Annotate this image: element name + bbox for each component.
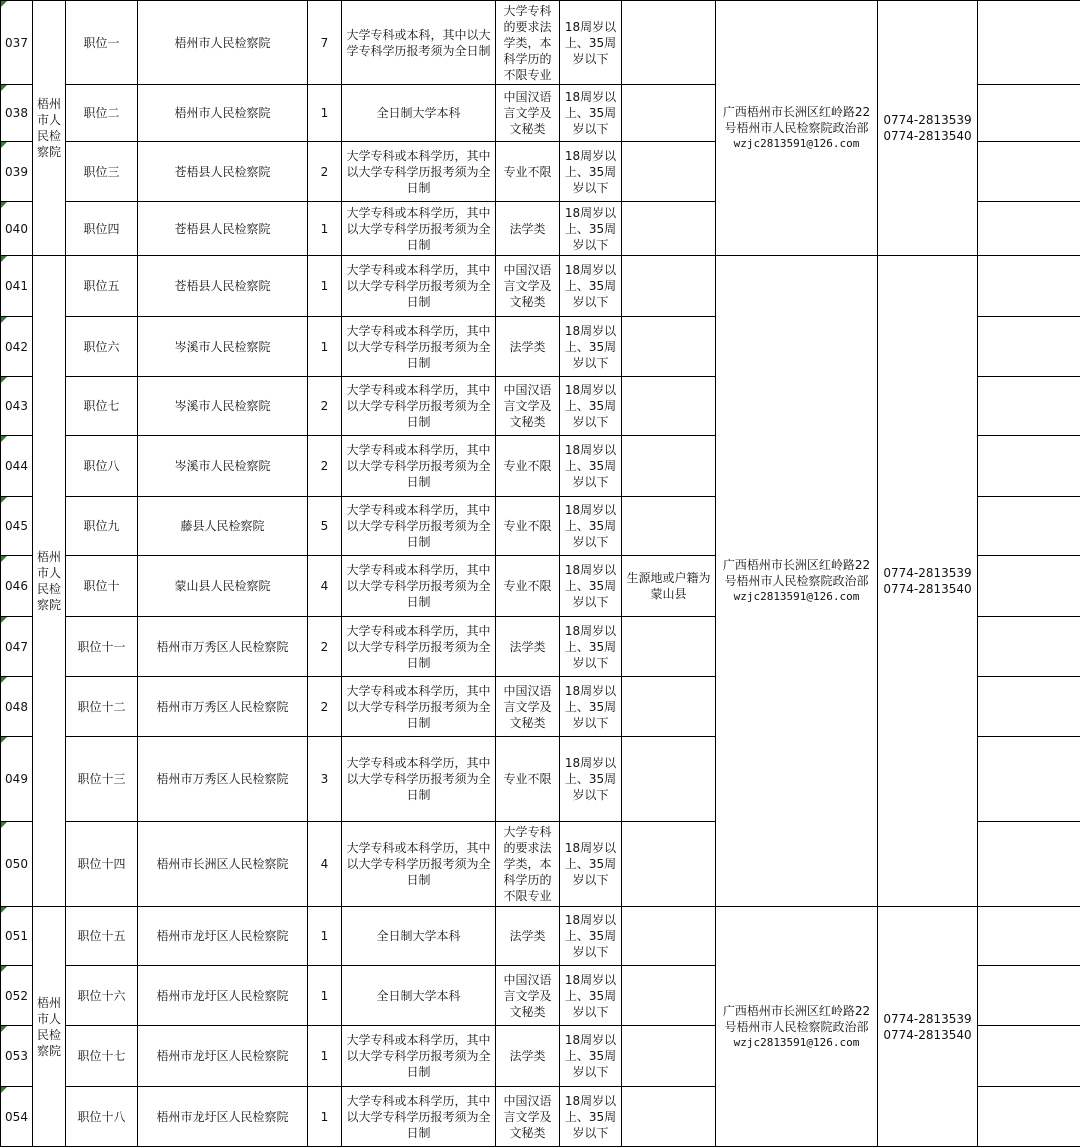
contact-phone-cell — [878, 256, 978, 907]
education-cell: 大学专科或本科学历，其中以大学专科学历报考须为全日制 — [342, 142, 496, 202]
major-cell: 法学类 — [496, 617, 560, 677]
education-cell: 大学专科或本科学历，其中以大学专科学历报考须为全日制 — [342, 202, 496, 256]
age-cell: 18周岁以上、35周岁以下 — [560, 1026, 622, 1087]
position-cell: 职位十二 — [66, 677, 138, 737]
other-cell — [622, 677, 716, 737]
org-cell: 苍梧县人民检察院 — [138, 202, 308, 256]
position-cell: 职位十八 — [66, 1087, 138, 1147]
count-cell: 1 — [308, 317, 342, 377]
education-cell: 大学专科或本科学历，其中以大学专科学历报考须为全日制 — [342, 556, 496, 617]
org-cell: 梧州市龙圩区人民检察院 — [138, 966, 308, 1026]
position-cell: 职位十一 — [66, 617, 138, 677]
remarks-cell — [978, 556, 1080, 617]
serial-cell: 050 — [1, 822, 33, 907]
serial-cell: 052 — [1, 966, 33, 1026]
org-cell: 梧州市万秀区人民检察院 — [138, 677, 308, 737]
age-cell: 18周岁以上、35周岁以下 — [560, 617, 622, 677]
count-cell: 4 — [308, 822, 342, 907]
education-cell: 大学专科或本科学历，其中以大学专科学历报考须为全日制 — [342, 256, 496, 317]
phone-1: 0774-2813539 — [880, 565, 975, 581]
remarks-cell — [978, 737, 1080, 822]
remarks-cell — [978, 377, 1080, 436]
table-row — [1, 1, 1080, 85]
phone-2: 0774-2813540 — [880, 1027, 975, 1043]
age-cell: 18周岁以上、35周岁以下 — [560, 377, 622, 436]
position-cell: 职位八 — [66, 436, 138, 497]
serial-cell: 039 — [1, 142, 33, 202]
serial-cell: 042 — [1, 317, 33, 377]
count-cell: 5 — [308, 497, 342, 556]
remarks-cell — [978, 256, 1080, 317]
serial-cell: 040 — [1, 202, 33, 256]
count-cell: 2 — [308, 377, 342, 436]
address-text: 广西梧州市长洲区红岭路22号梧州市人民检察院政治部 — [718, 557, 875, 589]
education-cell: 全日制大学本科 — [342, 85, 496, 142]
age-cell: 18周岁以上、35周岁以下 — [560, 256, 622, 317]
count-cell: 2 — [308, 142, 342, 202]
org-cell: 梧州市万秀区人民检察院 — [138, 617, 308, 677]
remarks-cell — [978, 1026, 1080, 1087]
other-cell — [622, 617, 716, 677]
age-cell: 18周岁以上、35周岁以下 — [560, 556, 622, 617]
group-unit-cell: 梧州市人民检察院 — [33, 907, 66, 1147]
count-cell: 2 — [308, 677, 342, 737]
count-cell: 1 — [308, 966, 342, 1026]
position-cell: 职位四 — [66, 202, 138, 256]
serial-cell: 045 — [1, 497, 33, 556]
serial-cell: 044 — [1, 436, 33, 497]
remarks-cell — [978, 317, 1080, 377]
count-cell: 4 — [308, 556, 342, 617]
remarks-cell — [978, 1, 1080, 85]
count-cell: 1 — [308, 256, 342, 317]
education-cell: 大学专科或本科学历，其中以大学专科学历报考须为全日制 — [342, 1026, 496, 1087]
other-cell — [622, 85, 716, 142]
org-cell: 苍梧县人民检察院 — [138, 142, 308, 202]
count-cell: 2 — [308, 436, 342, 497]
remarks-cell — [978, 436, 1080, 497]
other-cell — [622, 822, 716, 907]
count-cell: 1 — [308, 202, 342, 256]
major-cell: 专业不限 — [496, 497, 560, 556]
education-cell: 大学专科或本科学历，其中以大学专科学历报考须为全日制 — [342, 377, 496, 436]
org-cell: 梧州市龙圩区人民检察院 — [138, 1026, 308, 1087]
other-cell — [622, 497, 716, 556]
other-cell — [622, 1026, 716, 1087]
org-cell: 梧州市长洲区人民检察院 — [138, 822, 308, 907]
serial-cell: 054 — [1, 1087, 33, 1147]
remarks-cell — [978, 617, 1080, 677]
major-cell: 中国汉语言文学及文秘类 — [496, 1087, 560, 1147]
major-cell: 大学专科的要求法学类，本科学历的不限专业 — [496, 1, 560, 85]
other-cell — [622, 1, 716, 85]
major-cell: 法学类 — [496, 202, 560, 256]
education-cell: 大学专科或本科学历，其中以大学专科学历报考须为全日制 — [342, 737, 496, 822]
major-cell: 大学专科的要求法学类，本科学历的不限专业 — [496, 822, 560, 907]
remarks-cell — [978, 966, 1080, 1026]
contact-address-cell — [716, 907, 878, 1147]
serial-cell: 046 — [1, 556, 33, 617]
major-cell: 法学类 — [496, 317, 560, 377]
remarks-cell — [978, 497, 1080, 556]
other-cell — [622, 317, 716, 377]
age-cell: 18周岁以上、35周岁以下 — [560, 497, 622, 556]
remarks-cell — [978, 85, 1080, 142]
remarks-cell — [978, 677, 1080, 737]
major-cell: 专业不限 — [496, 436, 560, 497]
position-cell: 职位十三 — [66, 737, 138, 822]
education-cell: 大学专科或本科，其中以大学专科学历报考须为全日制 — [342, 1, 496, 85]
count-cell: 1 — [308, 85, 342, 142]
age-cell: 18周岁以上、35周岁以下 — [560, 142, 622, 202]
group-unit-cell: 梧州市人民检察院 — [33, 256, 66, 907]
org-cell: 藤县人民检察院 — [138, 497, 308, 556]
email-text: wzjc2813591@126.com — [718, 136, 875, 152]
major-cell: 法学类 — [496, 907, 560, 966]
age-cell: 18周岁以上、35周岁以下 — [560, 202, 622, 256]
phone-1: 0774-2813539 — [880, 1011, 975, 1027]
other-cell — [622, 436, 716, 497]
age-cell: 18周岁以上、35周岁以下 — [560, 436, 622, 497]
position-cell: 职位三 — [66, 142, 138, 202]
email-text: wzjc2813591@126.com — [718, 1035, 875, 1051]
phone-1: 0774-2813539 — [880, 112, 975, 128]
major-cell: 中国汉语言文学及文秘类 — [496, 966, 560, 1026]
education-cell: 大学专科或本科学历，其中以大学专科学历报考须为全日制 — [342, 1087, 496, 1147]
major-cell: 专业不限 — [496, 142, 560, 202]
remarks-cell — [978, 822, 1080, 907]
count-cell: 1 — [308, 1087, 342, 1147]
other-cell: 生源地或户籍为蒙山县 — [622, 556, 716, 617]
other-cell — [622, 377, 716, 436]
education-cell: 大学专科或本科学历，其中以大学专科学历报考须为全日制 — [342, 436, 496, 497]
table-row — [1, 256, 1080, 317]
position-cell: 职位十 — [66, 556, 138, 617]
org-cell: 梧州市龙圩区人民检察院 — [138, 1087, 308, 1147]
other-cell — [622, 966, 716, 1026]
group-unit-cell: 梧州市人民检察院 — [33, 1, 66, 256]
serial-cell: 047 — [1, 617, 33, 677]
phone-2: 0774-2813540 — [880, 581, 975, 597]
position-cell: 职位十五 — [66, 907, 138, 966]
major-cell: 中国汉语言文学及文秘类 — [496, 377, 560, 436]
remarks-cell — [978, 907, 1080, 966]
serial-cell: 037 — [1, 1, 33, 85]
org-cell: 蒙山县人民检察院 — [138, 556, 308, 617]
age-cell: 18周岁以上、35周岁以下 — [560, 822, 622, 907]
other-cell — [622, 907, 716, 966]
count-cell: 1 — [308, 1026, 342, 1087]
org-cell: 梧州市龙圩区人民检察院 — [138, 907, 308, 966]
age-cell: 18周岁以上、35周岁以下 — [560, 317, 622, 377]
serial-cell: 051 — [1, 907, 33, 966]
major-cell: 专业不限 — [496, 737, 560, 822]
education-cell: 大学专科或本科学历，其中以大学专科学历报考须为全日制 — [342, 677, 496, 737]
age-cell: 18周岁以上、35周岁以下 — [560, 907, 622, 966]
serial-cell: 048 — [1, 677, 33, 737]
age-cell: 18周岁以上、35周岁以下 — [560, 85, 622, 142]
count-cell: 3 — [308, 737, 342, 822]
other-cell — [622, 737, 716, 822]
age-cell: 18周岁以上、35周岁以下 — [560, 677, 622, 737]
position-cell: 职位十七 — [66, 1026, 138, 1087]
contact-phone-cell — [878, 907, 978, 1147]
serial-cell: 043 — [1, 377, 33, 436]
address-text: 广西梧州市长洲区红岭路22号梧州市人民检察院政治部 — [718, 104, 875, 136]
other-cell — [622, 1087, 716, 1147]
major-cell: 专业不限 — [496, 556, 560, 617]
education-cell: 全日制大学本科 — [342, 907, 496, 966]
phone-2: 0774-2813540 — [880, 128, 975, 144]
position-cell: 职位一 — [66, 1, 138, 85]
contact-address-cell — [716, 256, 878, 907]
major-cell: 中国汉语言文学及文秘类 — [496, 677, 560, 737]
age-cell: 18周岁以上、35周岁以下 — [560, 1, 622, 85]
education-cell: 大学专科或本科学历，其中以大学专科学历报考须为全日制 — [342, 822, 496, 907]
org-cell: 岑溪市人民检察院 — [138, 317, 308, 377]
table-body — [1, 1, 1080, 1147]
other-cell — [622, 202, 716, 256]
org-cell: 梧州市人民检察院 — [138, 85, 308, 142]
contact-phone-cell — [878, 1, 978, 256]
position-cell: 职位五 — [66, 256, 138, 317]
position-cell: 职位十四 — [66, 822, 138, 907]
age-cell: 18周岁以上、35周岁以下 — [560, 966, 622, 1026]
table-row — [1, 907, 1080, 966]
position-cell: 职位二 — [66, 85, 138, 142]
remarks-cell — [978, 1087, 1080, 1147]
remarks-cell — [978, 202, 1080, 256]
position-cell: 职位十六 — [66, 966, 138, 1026]
count-cell: 1 — [308, 907, 342, 966]
position-cell: 职位七 — [66, 377, 138, 436]
age-cell: 18周岁以上、35周岁以下 — [560, 737, 622, 822]
serial-cell: 053 — [1, 1026, 33, 1087]
remarks-cell — [978, 142, 1080, 202]
position-cell: 职位九 — [66, 497, 138, 556]
other-cell — [622, 142, 716, 202]
age-cell: 18周岁以上、35周岁以下 — [560, 1087, 622, 1147]
email-text: wzjc2813591@126.com — [718, 589, 875, 605]
org-cell: 岑溪市人民检察院 — [138, 436, 308, 497]
address-text: 广西梧州市长洲区红岭路22号梧州市人民检察院政治部 — [718, 1003, 875, 1035]
other-cell — [622, 256, 716, 317]
org-cell: 岑溪市人民检察院 — [138, 377, 308, 436]
education-cell: 大学专科或本科学历，其中以大学专科学历报考须为全日制 — [342, 317, 496, 377]
major-cell: 中国汉语言文学及文秘类 — [496, 85, 560, 142]
serial-cell: 049 — [1, 737, 33, 822]
education-cell: 大学专科或本科学历，其中以大学专科学历报考须为全日制 — [342, 617, 496, 677]
education-cell: 大学专科或本科学历，其中以大学专科学历报考须为全日制 — [342, 497, 496, 556]
count-cell: 2 — [308, 617, 342, 677]
org-cell: 梧州市人民检察院 — [138, 1, 308, 85]
org-cell: 苍梧县人民检察院 — [138, 256, 308, 317]
education-cell: 全日制大学本科 — [342, 966, 496, 1026]
major-cell: 中国汉语言文学及文秘类 — [496, 256, 560, 317]
position-cell: 职位六 — [66, 317, 138, 377]
serial-cell: 041 — [1, 256, 33, 317]
org-cell: 梧州市万秀区人民检察院 — [138, 737, 308, 822]
serial-cell: 038 — [1, 85, 33, 142]
contact-address-cell — [716, 1, 878, 256]
count-cell: 7 — [308, 1, 342, 85]
major-cell: 法学类 — [496, 1026, 560, 1087]
